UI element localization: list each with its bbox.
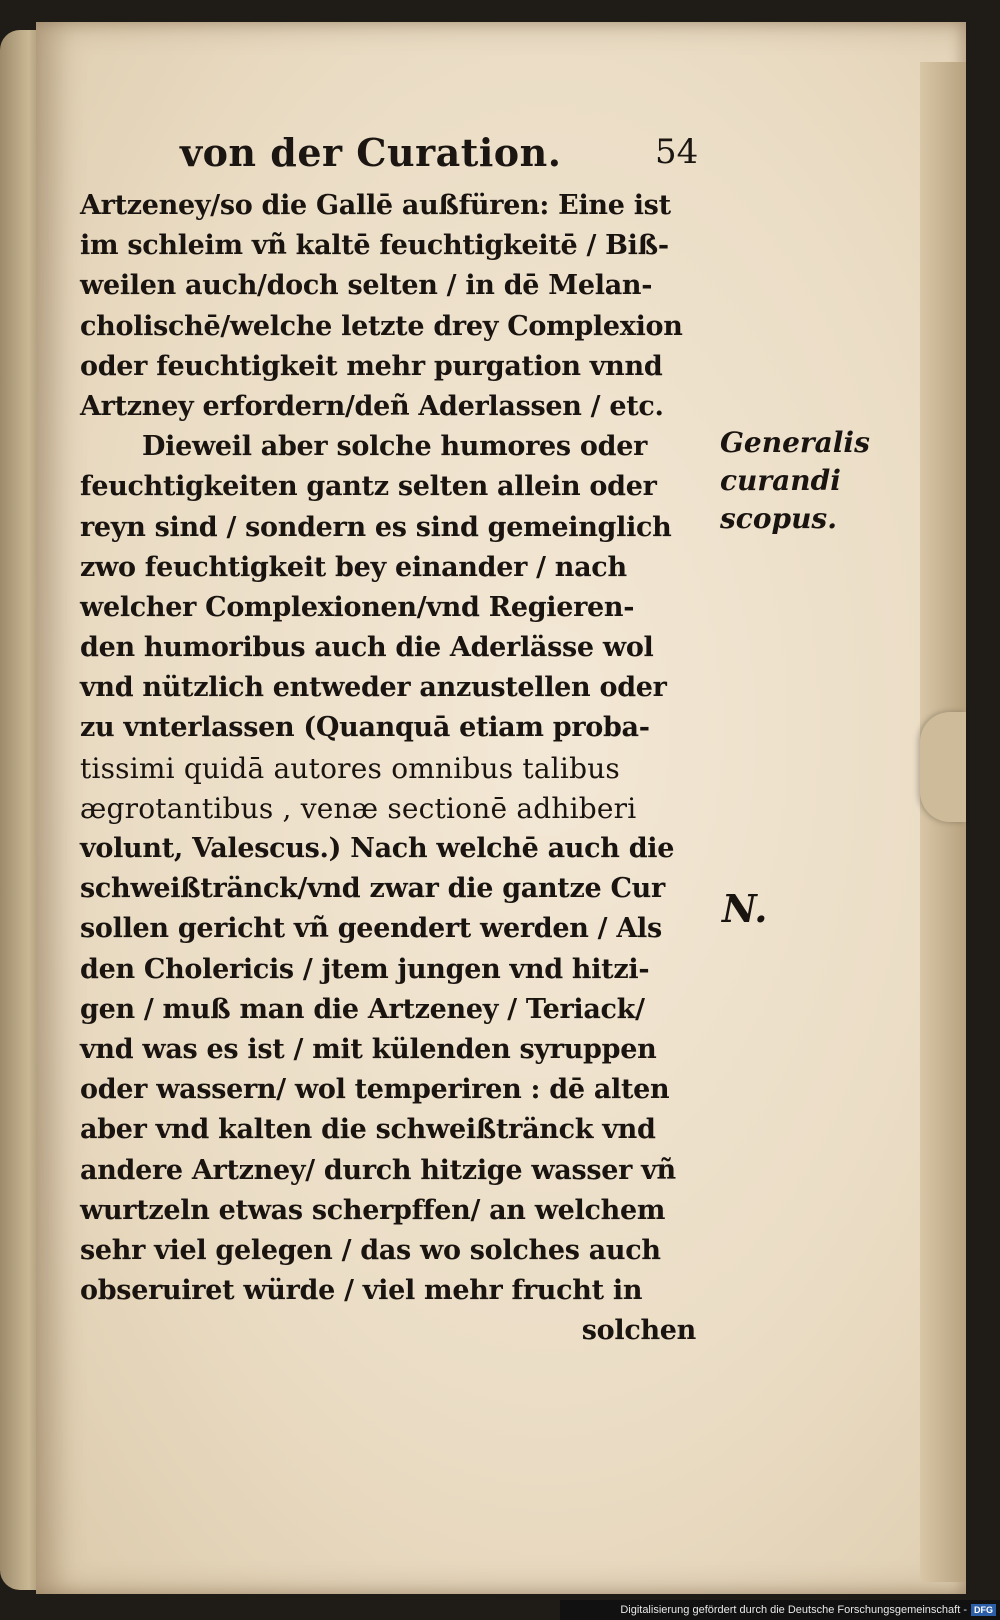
text-line: oder wassern/ wol temperiren : dē alten [80,1074,670,1106]
text-line: sollen gericht vñ geendert werden / Als [80,913,662,945]
marginal-note-line: Generalis [720,426,870,459]
text-line: andere Artzney/ durch hitzige wasser vñ [80,1154,676,1186]
dfg-logo: DFG [971,1604,996,1616]
text-line: feuchtigkeiten gantz selten allein oder [80,471,657,503]
text-line: weilen auch/doch selten / in dē Melan- [80,270,653,302]
text-line: Dieweil aber solche humores oder [142,431,648,463]
text-line: aber vnd kalten die schweißtränck vnd [80,1114,656,1146]
text-line: schweißtränck/vnd zwar die gantze Cur [80,873,665,905]
nota-mark: N. [722,886,768,931]
text-line: ægrotantibus , venæ sectionē adhiberi [80,791,637,825]
text-line: vnd was es ist / mit külenden syruppen [80,1033,657,1065]
text-line: welcher Complexionen/vnd Regieren- [80,591,635,623]
text-line: vnd nützlich entweder anzustellen oder [80,672,667,704]
text-line: den humoribus auch die Aderlässe wol [80,632,654,664]
text-line: zu vnterlassen (Quanquā etiam proba- [80,712,650,744]
body-text [80,186,700,1351]
text-line: volunt, Valescus.) Nach welchē auch die [80,833,675,864]
text-line: cholischē/welche letzte drey Complexion [80,310,683,342]
digitization-credit: Digitalisierung gefördert durch die Deutsche Forschungsgemeinschaft - [620,1604,967,1616]
text-line: Artzney erfordern/deñ Aderlassen / etc. [80,390,664,422]
running-title: von der Curation. [180,130,562,175]
catchword: solchen [581,1315,696,1347]
text-line: Artzeney/so die Gallē außfüren: Eine ist [80,190,671,221]
text-line: gen / muß man die Artzeney / Teriack/ [80,993,645,1025]
marginal-note-line: scopus. [720,502,837,535]
text-line: wurtzeln etwas scherpffen/ an welchem [80,1194,666,1226]
marginal-note-line: curandi [720,464,841,497]
text-line: den Cholericis / jtem jungen vnd hitzi- [80,953,650,985]
page-header [180,130,700,180]
digitization-credit-bar [560,1600,1000,1620]
text-line: sehr viel gelegen / das wo solches auch [80,1234,661,1266]
text-line: reyn sind / sondern es sind gemeinglich [80,511,672,543]
page-right-edge [920,62,966,1582]
page-number: 54 [655,132,699,172]
page-tab-clip [920,712,966,822]
text-line: oder feuchtigkeit mehr purgation vnnd [80,350,663,382]
text-line: obseruiret würde / viel mehr frucht in [80,1275,643,1307]
marginal-note [720,424,870,538]
text-line: zwo feuchtigkeit bey einander / nach [80,551,627,583]
text-line: im schleim vñ kaltē feuchtigkeitē / Biß- [80,230,669,262]
text-line: tissimi quidā autores omnibus talibus [80,751,621,785]
